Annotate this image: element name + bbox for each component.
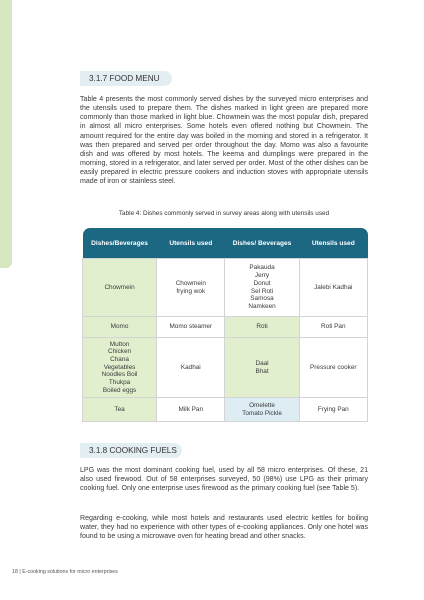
utensil-cell [299, 398, 367, 422]
header-dishes: Dishes/Beverages [83, 228, 157, 259]
utensil-cell [299, 338, 367, 398]
cell-line: Jalebi Kadhai [314, 283, 353, 291]
cell-line: Thukpa [108, 379, 131, 387]
cell-line: Pakauda [249, 264, 275, 272]
dish-cell [83, 317, 157, 338]
utensil-cell [157, 338, 225, 398]
table-row [83, 398, 368, 422]
cell-line: Vegetables [103, 363, 136, 371]
dish-cell [225, 398, 299, 422]
cell-line: Chowmein [104, 283, 135, 291]
cell-line: Samosa [250, 295, 274, 303]
dish-cell [83, 259, 157, 317]
cell-line: Mutton [109, 340, 130, 348]
cell-line: Chicken [108, 348, 132, 356]
header-utensils: Utensils used [299, 228, 367, 259]
food-menu-paragraph: Table 4 presents the most commonly served dishes by the surveyed micro enterprises and the utensils used to prepare them. The dishes marked in light green are prepared more commonly than those marked in light blue. Chowmein was the most popular dish, prepared in almost all micro enterprises. Some hotels even offered nothing but Chowmein. The amount required for the entire day was boiled in the morning and stored in a refrigerator. It was then prepared and served per order throughout the day. Momo was also a favourite dish and was offered by most hotels. The keema and dumplings were prepared in the morning, stored in a refrigerator, and later served per order. Most of the other dishes can be easily prepared in electric pressure cookers and induction stoves with appropriate utensils made of iron or stainless steel. [80, 96, 368, 186]
table-row [83, 317, 368, 338]
table-row [83, 338, 368, 398]
dish-cell [225, 317, 299, 338]
cell-line: Roti Pan [321, 323, 346, 331]
cell-line: Namkeen [248, 302, 276, 310]
header-dishes: Dishes/ Beverages [225, 228, 299, 259]
cell-line: Daal [255, 359, 269, 367]
utensil-cell [157, 317, 225, 338]
cell-line: Roti [256, 323, 268, 331]
cell-line: Omelette [249, 401, 275, 409]
cooking-fuels-paragraph: Regarding e-cooking, while most hotels and restaurants used electric kettles for boiling water, they had no experience with other types of e-cooking appliances. Only one hotel was found to be using a microwave oven for heating bread and other snacks. [80, 515, 368, 541]
cell-line: Jerry [254, 272, 270, 280]
table-row [83, 259, 368, 317]
table-header-row [83, 228, 368, 259]
cell-line: Frying Pan [317, 405, 349, 413]
table-caption: Table 4: Dishes commonly served in survey areas along with utensils used [118, 210, 330, 217]
section-heading-cooking-fuels: 3.1.8 COOKING FUELS [80, 443, 182, 458]
cell-line: Momo steamer [169, 323, 213, 331]
cell-line: Tea [114, 405, 125, 413]
utensil-cell [157, 259, 225, 317]
utensil-cell [299, 259, 367, 317]
cell-line: Donut [253, 279, 271, 287]
cooking-fuels-paragraph: LPG was the most dominant cooking fuel, used by all 58 micro enterprises. Of these, 21 also used firewood. Out of 58 enterprises surveyed, 50 (98%) use LPG as their primary cooking fuel. Only one enterprise uses firewood as the primary cooking fuel (see Table 5). [80, 467, 368, 493]
cell-line: frying wok [176, 287, 206, 295]
cell-line: Bhat [255, 367, 269, 375]
header-utensils: Utensils used [157, 228, 225, 259]
cell-line: Milk Pan [178, 405, 204, 413]
page-footer: 18 | E-cooking solutions for micro enterprises [12, 569, 118, 575]
utensil-cell [299, 317, 367, 338]
dish-cell [225, 338, 299, 398]
cell-line: Kadhai [180, 363, 201, 371]
cell-line: Momo [110, 323, 129, 331]
side-accent-bar [0, 0, 12, 268]
dish-cell [83, 338, 157, 398]
dish-cell [225, 259, 299, 317]
cell-line: Boiled eggs [102, 386, 137, 394]
cell-line: Pressure cooker [310, 363, 357, 371]
cell-line: Sel Roti [250, 287, 274, 295]
utensil-cell [157, 398, 225, 422]
cell-line: Chana [110, 355, 129, 363]
section-heading-food-menu: 3.1.7 FOOD MENU [80, 71, 172, 86]
dishes-table [82, 228, 368, 422]
cell-line: Chowmein [175, 279, 206, 287]
cell-line: Tomato Pickle [242, 409, 282, 417]
dish-cell [83, 398, 157, 422]
cell-line: Noodles Boil [101, 371, 138, 379]
